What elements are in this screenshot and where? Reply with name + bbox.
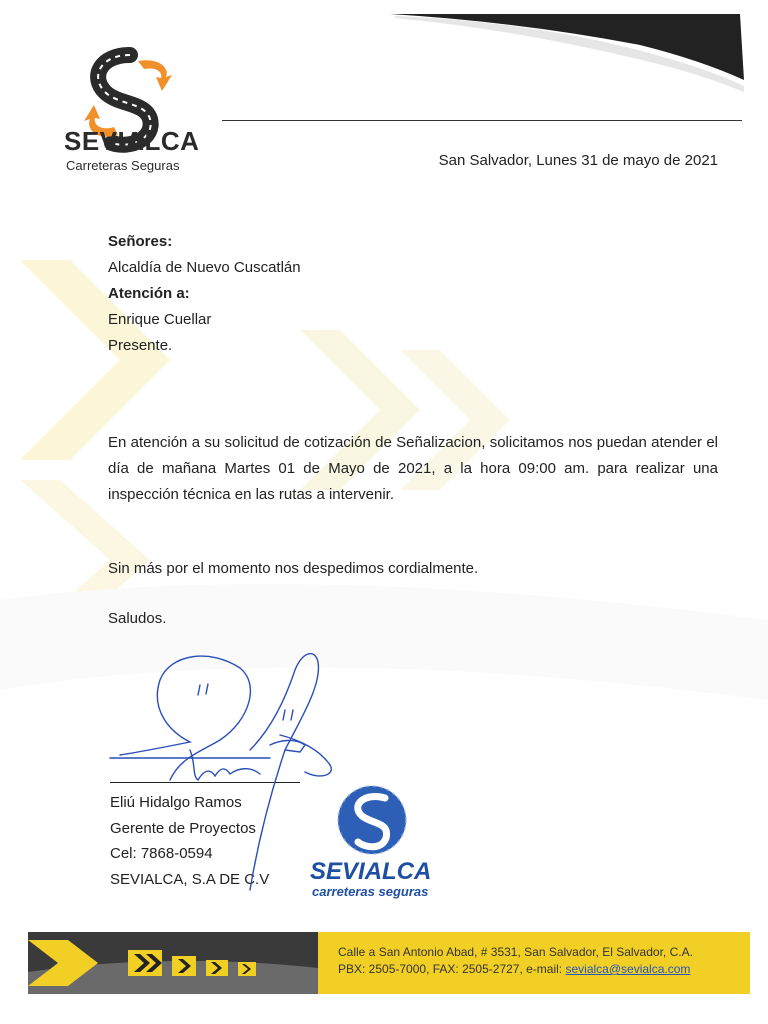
letter-footer (28, 932, 750, 994)
signer-title: Gerente de Proyectos (110, 819, 256, 837)
footer-address: Calle a San Antonio Abad, # 3531, San Salvador, El Salvador, C.A. (338, 945, 693, 959)
footer-phone-fax: PBX: 2505-7000, FAX: 2505-2727, e-mail: (338, 962, 566, 976)
company-name: SEVIALCA (64, 126, 200, 156)
handwritten-signature (100, 640, 380, 900)
letter-date: San Salvador, Lunes 31 de mayo de 2021 (438, 152, 718, 169)
footer-phones (338, 961, 693, 978)
recipient-block (108, 229, 301, 359)
attention-label: Atención a: (108, 285, 190, 302)
attention-name: Enrique Cuellar (108, 311, 212, 328)
signer-name: Eliú Hidalgo Ramos (110, 794, 242, 811)
footer-email-link[interactable]: sevialca@sevialca.com (565, 962, 691, 976)
stamp-tagline: carreteras seguras (312, 884, 429, 899)
footer-road-graphic (28, 932, 318, 994)
signer-company: SEVIALCA, S.A DE C.V (110, 870, 270, 888)
signer-phone: Cel: 7868-0594 (110, 845, 213, 862)
company-tagline: Carreteras Seguras (66, 158, 180, 173)
letter-saludos: Saludos. (108, 610, 167, 627)
stamp-company-name: SEVIALCA (310, 858, 432, 885)
presente-line: Presente. (108, 337, 173, 354)
recipient-name: Alcaldía de Nuevo Cuscatlán (108, 259, 301, 276)
letter-body: En atención a su solicitud de cotización de Señalizacion, solicitamos nos puedan atender el día de mañana Martes 01 de Mayo de 2021, a la hora 09:00 am. para realizar una inspección técnica en las rutas a intervenir. (108, 434, 718, 503)
recipient-label: Señores: (108, 233, 173, 250)
header-rule (222, 120, 742, 121)
footer-contact (338, 944, 693, 978)
letter-closing: Sin más por el momento nos despedimos cordialmente. (108, 560, 479, 577)
